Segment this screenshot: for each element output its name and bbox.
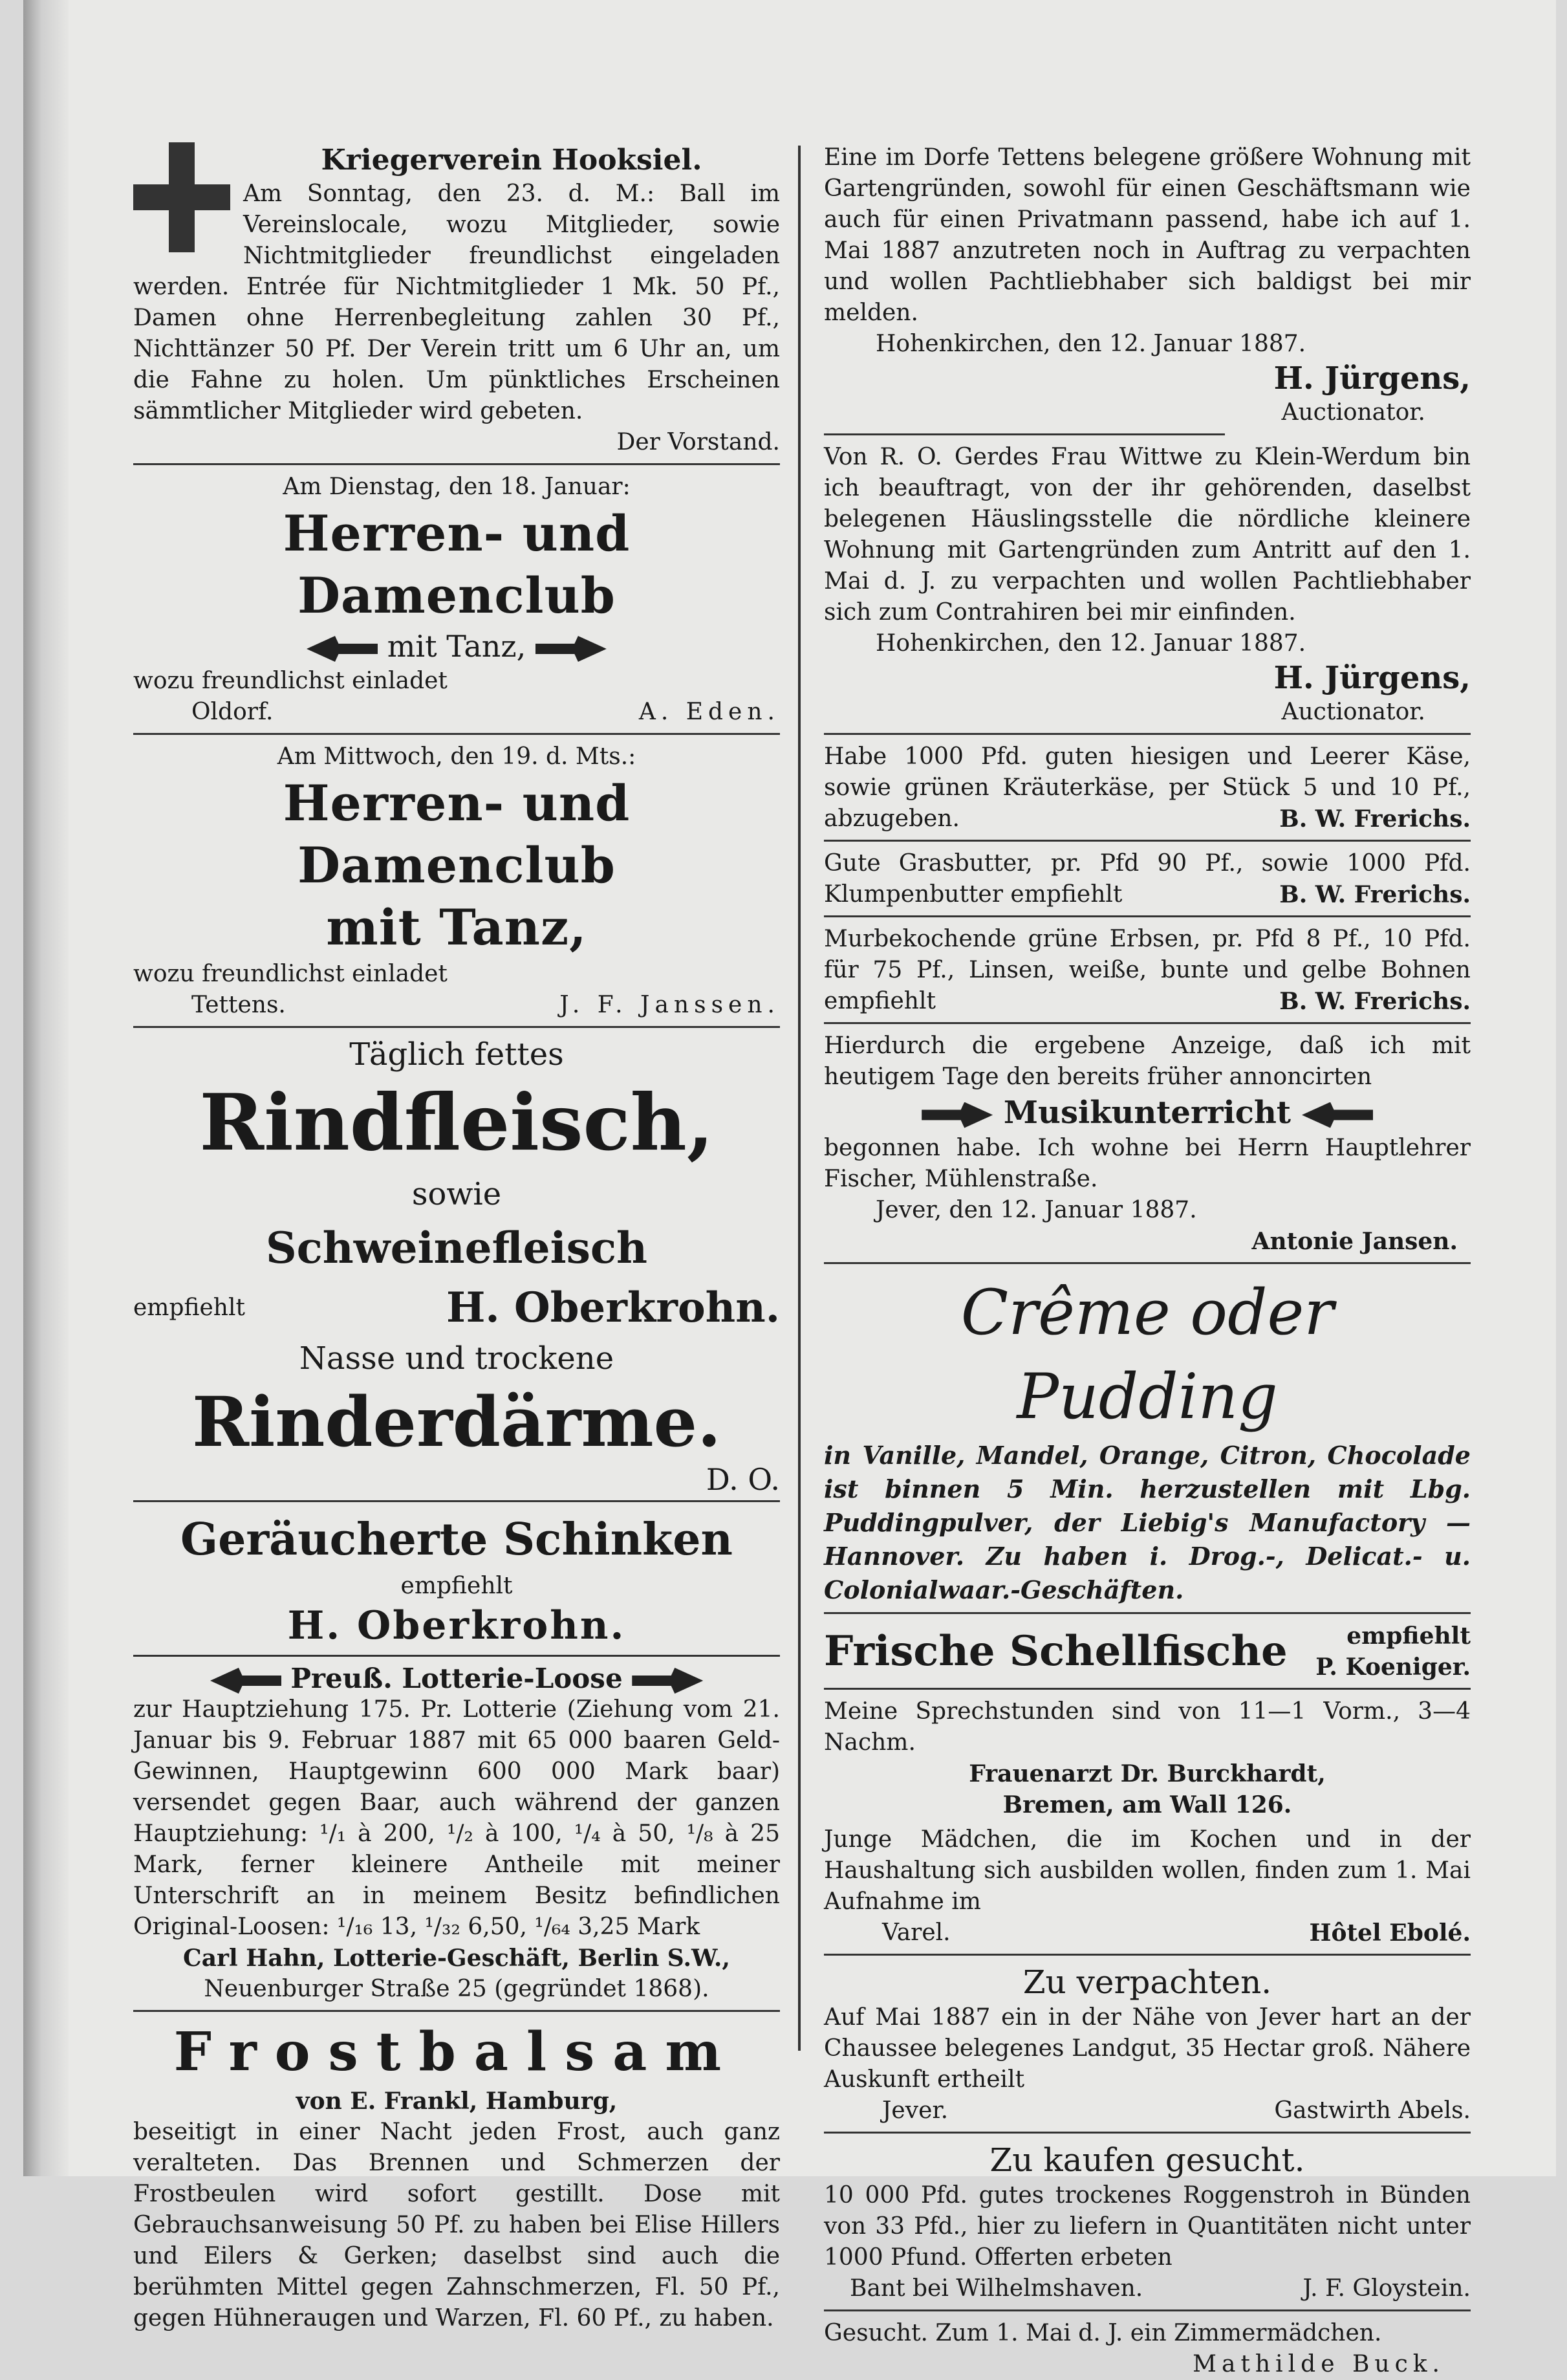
pointing-hand-icon xyxy=(922,1102,993,1128)
ad-signature: Gastwirth Abels. xyxy=(1274,2097,1471,2124)
ad-signature: Der Vorstand. xyxy=(616,429,780,455)
ad-signature: B. W. Frerichs. xyxy=(1279,988,1471,1015)
ad-heading: Musikunterricht xyxy=(824,1093,1471,1133)
ad-signature: B. W. Frerichs. xyxy=(1279,881,1471,908)
ad-damenclub-1 xyxy=(133,472,780,728)
ad-body: Eine im Dorfe Tettens belegene größere Wohnung mit Gartengründen, sowohl für einen Geschäftsmann wie auch für einen Privatmann passend, habe ich auf 1. Mai 1887 anzutreten noch in Auftrag zu verpachten und wollen Pachtliebhaber sich baldigst bei mir melden. xyxy=(824,144,1471,326)
column-divider xyxy=(798,146,801,2051)
ad-body: wozu freundlichst einladet xyxy=(133,668,448,694)
ad-ebole xyxy=(824,1824,1471,1949)
ad-body: Gesucht. Zum 1. Mai d. J. ein Zimmermädchen. xyxy=(824,2320,1382,2346)
ad-date: Am Dienstag, den 18. Januar: xyxy=(283,474,631,500)
ad-heading: Frostbalsam xyxy=(173,2021,740,2083)
separator xyxy=(824,2309,1471,2311)
ad-heading: Rindfleisch, xyxy=(199,1077,714,1168)
ad-body: Habe 1000 Pfd. guten hiesigen und Leerer Käse, sowie grünen Kräuterkäse, per Stück 5 und 10 Pf., abzugeben. xyxy=(824,743,1471,832)
ad-body: in Vanille, Mandel, Orange, Citron, Chocolade ist binnen 5 Min. herzustellen mit Lbg. Puddingpulver, der Liebig's Manufactory — Hannover. Zu haben i. Drog.-, Delicat.- u. Colonialwaar.-Geschäften. xyxy=(824,1441,1471,1604)
ad-body: Von R. O. Gerdes Frau Wittwe zu Klein-Werdum bin ich beauftragt, von der ihr gehörenden, daselbst belegenen Häuslingsstelle die nördliche kleinere Wohnung mit Gartengründen zum Antritt auf den 1. Mai d. J. zu verpachten und wollen Pachtliebhaber sich zum Contrahiren bei mir einfinden. xyxy=(824,444,1471,626)
ad-frerichs-kaese xyxy=(824,741,1471,835)
pointing-hand-icon xyxy=(632,1668,703,1694)
ad-heading: Preuß. Lotterie-Loose xyxy=(133,1663,780,1694)
ad-address: Neuenburger Straße 25 (gegründet 1868). xyxy=(204,1976,709,2002)
pointing-hand-icon xyxy=(1302,1102,1373,1128)
separator xyxy=(824,840,1471,842)
book-spine xyxy=(23,0,69,2176)
ad-heading: Kriegerverein Hooksiel. xyxy=(321,144,702,177)
pointing-hand-icon xyxy=(307,636,378,662)
ad-schinken xyxy=(133,1509,780,1650)
ad-body: Meine Sprechstunden sind von 11—1 Vorm., 3—4 Nachm. xyxy=(824,1698,1471,1756)
ad-verpachten xyxy=(824,1962,1471,2126)
ad-line: sowie xyxy=(411,1176,502,1212)
ad-line: von E. Frankl, Hamburg, xyxy=(296,2088,618,2115)
ad-body: Gute Grasbutter, pr. Pfd 90 Pf., sowie 1000 Pfd. Klumpenbutter empfiehlt xyxy=(824,850,1471,908)
ad-date: Am Mittwoch, den 19. d. Mts.: xyxy=(277,743,636,770)
ad-line: empfiehlt H. Oberkrohn. xyxy=(133,1283,780,1332)
separator xyxy=(824,1688,1471,1690)
ad-heading: Geräucherte Schinken xyxy=(180,1514,733,1566)
separator xyxy=(824,733,1471,735)
ad-signature: B. W. Frerichs. xyxy=(1279,805,1471,833)
ad-frerichs-butter xyxy=(824,848,1471,910)
newspaper-page xyxy=(23,0,1556,2377)
ad-title: Auctionator. xyxy=(1281,699,1425,725)
ad-date: Jever, den 12. Januar 1887. xyxy=(876,1197,1197,1223)
separator xyxy=(133,463,780,465)
ad-body: Junge Mädchen, die im Kochen und in der Haushaltung sich ausbilden wollen, finden zum 1. Mai Aufnahme im xyxy=(824,1826,1471,1915)
separator xyxy=(824,433,1225,435)
ad-juergens-2 xyxy=(824,442,1471,728)
ad-subheading: mit Tanz, xyxy=(133,627,780,666)
ad-signature: Frauenarzt Dr. Burckhardt, xyxy=(969,1760,1326,1787)
ad-schellfische xyxy=(824,1621,1471,1683)
ad-address: Bremen, am Wall 126. xyxy=(1002,1791,1292,1818)
separator xyxy=(824,1022,1471,1024)
ad-body: begonnen habe. Ich wohne bei Herrn Hauptlehrer Fischer, Mühlenstraße. xyxy=(824,1135,1471,1192)
separator xyxy=(133,1500,780,1502)
ad-date: Hohenkirchen, den 12. Januar 1887. xyxy=(876,630,1306,657)
ad-heading: Frische Schellfische xyxy=(824,1627,1288,1676)
ad-line: Nasse und trockene xyxy=(299,1340,614,1377)
separator xyxy=(133,1655,780,1657)
separator xyxy=(824,915,1471,917)
ad-frostbalsam xyxy=(133,2018,780,2334)
ad-footer: Tettens. J. F. Janssen. xyxy=(191,992,780,1018)
ad-heading: Rinderdärme. xyxy=(192,1381,721,1462)
ad-heading: Zu verpachten. xyxy=(1022,1963,1272,2001)
ad-signature: empfiehlt P. Koeniger. xyxy=(1315,1622,1471,1681)
ad-heading: Zu kaufen gesucht. xyxy=(989,2141,1305,2179)
ad-body: zur Hauptziehung 175. Pr. Lotterie (Ziehung vom 21. Januar bis 9. Februar 1887 mit 65 000 baaren Geld-Gewinnen, Hauptgewinn 600 000 Mark baar) versendet gegen Baar, auch während der ganzen Hauptziehung: ¹/₁ à 200, ¹/₂ à 100, ¹/₄ à 50, ¹/₈ à 25 Mark, ferner kleinere Antheile mit meiner Unterschrift an in meinem Besitz befindlichen Original-Loosen: ¹/₁₆ 13, ¹/₃₂ 6,50, ¹/₆₄ 3,25 Mark xyxy=(133,1696,780,1940)
ad-zu-kaufen xyxy=(824,2140,1471,2304)
separator xyxy=(824,2132,1471,2134)
ad-body: beseitigt in einer Nacht jeden Frost, auch ganz veralteten. Das Brennen und Schmerzen der Frostbeulen wird sofort gestillt. Dose mit Gebrauchsanweisung 50 Pf. zu haben bei Elise Hillers und Eilers & Gerken; daselbst sind auch die berühmten Mittel gegen Zahnschmerzen, Fl. 50 Pf., gegen Hühneraugen und Warzen, Fl. 60 Pf., zu haben. xyxy=(133,2119,780,2331)
ad-signature: D. O. xyxy=(706,1462,780,1497)
ad-place: Jever. xyxy=(882,2097,949,2124)
ad-body: 10 000 Pfd. gutes trockenes Roggenstroh in Bünden von 33 Pfd., hier zu liefern in Quantitäten nicht unter 1000 Pfund. Offerten erbeten xyxy=(824,2182,1471,2271)
separator xyxy=(824,1612,1471,1614)
ad-kriegerverein xyxy=(133,142,780,458)
ad-damenclub-2 xyxy=(133,741,780,1021)
ad-signature: H. Oberkrohn. xyxy=(287,1603,626,1648)
ad-subheading: mit Tanz, xyxy=(326,899,587,956)
ad-signature: H. Jürgens, xyxy=(1273,360,1471,397)
ad-burckhardt xyxy=(824,1696,1471,1820)
ad-creme-pudding xyxy=(824,1271,1471,1607)
ad-oberkrohn-fleisch xyxy=(133,1034,780,1495)
right-column xyxy=(824,142,1471,2380)
ad-signature: Hôtel Ebolé. xyxy=(1309,1919,1471,1947)
ad-date: Hohenkirchen, den 12. Januar 1887. xyxy=(876,331,1306,357)
ad-signature: J. F. Gloystein. xyxy=(1302,2275,1471,2302)
ad-heading: Schweinefleisch xyxy=(265,1223,648,1273)
ad-body: Hierdurch die ergebene Anzeige, daß ich mit heutigem Tage den bereits früher annoncirten xyxy=(824,1032,1471,1090)
ad-heading: Herren- und Damenclub xyxy=(283,774,631,894)
ad-body: Auf Mai 1887 ein in der Nähe von Jever hart an der Chaussee belegenes Landgut, 35 Hectar groß. Nähere Auskunft ertheilt xyxy=(824,2004,1471,2093)
separator xyxy=(824,1262,1471,1264)
ad-body: Murbekochende grüne Erbsen, pr. Pfd 8 Pf., 10 Pfd. für 75 Pf., Linsen, weiße, bunte und gelbe Bohnen empfiehlt xyxy=(824,926,1471,1014)
ad-line: empfiehlt xyxy=(400,1573,513,1599)
separator xyxy=(824,1954,1471,1956)
pointing-hand-icon xyxy=(535,636,607,662)
separator xyxy=(133,733,780,735)
ad-place: Bant bei Wilhelmshaven. xyxy=(850,2275,1143,2302)
iron-cross-icon xyxy=(133,142,230,252)
ad-signature: Mathilde Buck. xyxy=(1193,2351,1445,2377)
separator xyxy=(133,1026,780,1028)
ad-line: Täglich fettes xyxy=(349,1036,564,1073)
ad-footer: Oldorf. A. Eden. xyxy=(191,699,780,725)
ad-signature: H. Jürgens, xyxy=(1273,660,1471,696)
ad-body: Am Sonntag, den 23. d. M.: Ball im Vereinslocale, wozu Mitglieder, sowie Nichtmitglieder freundlichst eingeladen werden. Entrée für Nichtmitglieder 1 Mk. 50 Pf., Damen ohne Herrenbegleitung zahlen 30 Pf., Nichttänzer 50 Pf. Der Verein tritt um 6 Uhr an, um die Fahne zu holen. Um pünktliches Erscheinen sämmtlicher Mitglieder wird gebeten. xyxy=(133,180,780,424)
ad-musikunterricht xyxy=(824,1031,1471,1257)
ad-gesucht xyxy=(824,2318,1471,2380)
ad-lotterie xyxy=(133,1663,780,2005)
pointing-hand-icon xyxy=(210,1668,281,1694)
ad-place: Varel. xyxy=(882,1919,951,1946)
ad-title: Auctionator. xyxy=(1281,399,1425,426)
ad-body: wozu freundlichst einladet xyxy=(133,961,448,987)
ad-heading: Herren- und Damenclub xyxy=(283,505,631,624)
ad-heading: Crême oder Pudding xyxy=(960,1276,1334,1433)
separator xyxy=(133,2010,780,2012)
ad-frerichs-erbsen xyxy=(824,924,1471,1017)
ad-juergens-1 xyxy=(824,142,1471,428)
ad-signature: Carl Hahn, Lotterie-Geschäft, Berlin S.W., xyxy=(183,1945,730,1972)
ad-signature: Antonie Jansen. xyxy=(1251,1228,1458,1255)
left-column xyxy=(133,142,780,2334)
